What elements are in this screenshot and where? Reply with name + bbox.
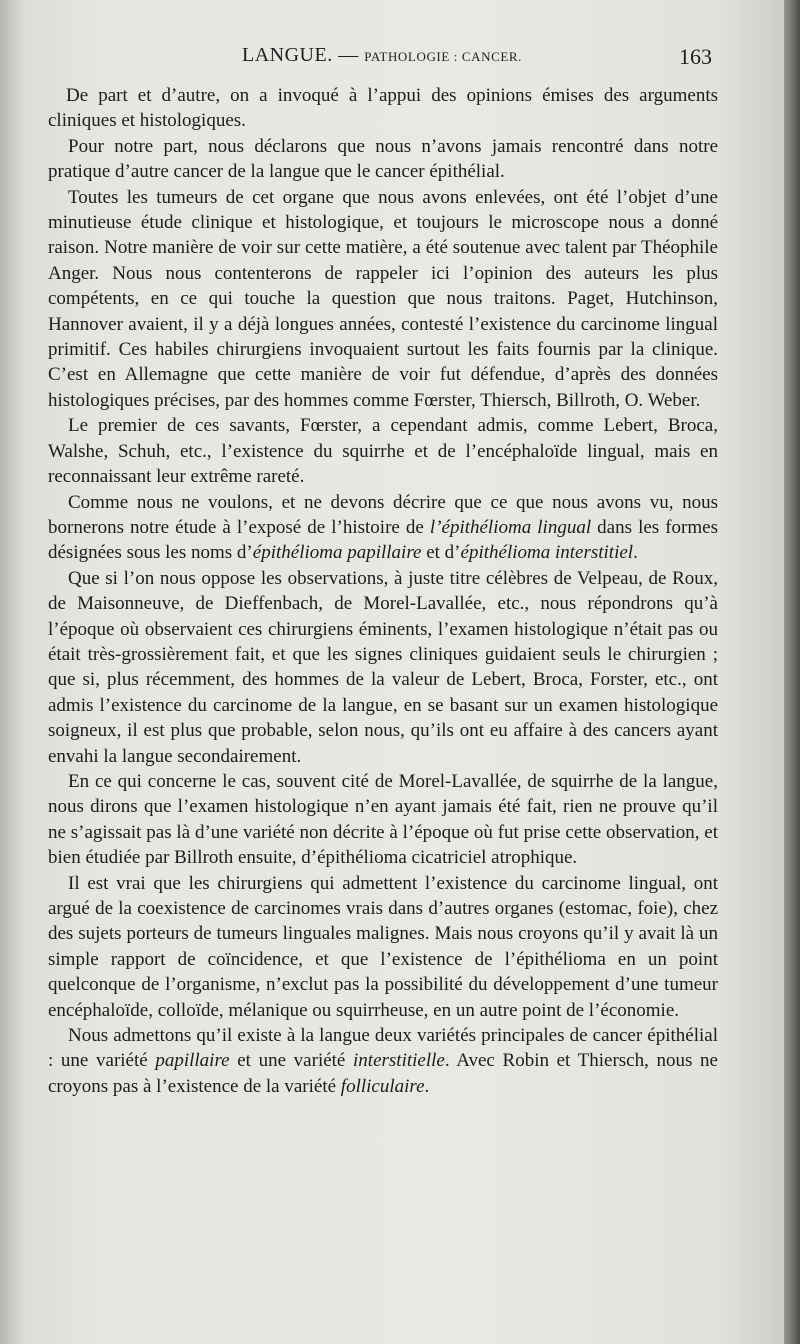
italic-term: interstitielle: [353, 1050, 445, 1072]
paragraph: Le premier de ces savants, Fœrster, a cependant admis, comme Lebert, Broca, Walshe, Schuh, etc., l’existence du squirrhe et de l’encéphaloïde lingual, mais en reconnaissant leur extrême rareté.: [48, 415, 718, 488]
text-run: et une variété: [229, 1050, 354, 1072]
running-head-main: LANGUE. —: [242, 44, 359, 66]
text-run: .: [633, 542, 638, 564]
text-run: Nous admettons qu’il existe à la langue deux variétés principales de cancer épithélial : une variété: [48, 1025, 718, 1072]
text-run: .: [424, 1075, 430, 1097]
page-number: 163: [679, 44, 712, 69]
italic-term: épithélioma papillaire: [252, 542, 422, 564]
book-binding-edge: [784, 0, 800, 1344]
italic-term: papillaire: [155, 1050, 230, 1072]
italic-term: l’épithélioma lingual: [429, 516, 592, 538]
paragraph: Que si l’on nous oppose les observations, à juste titre célèbres de Velpeau, de Roux, de Maisonneuve, de Dieffenbach, de Morel-Lavallée, etc., nous répondrons qu’à l’époque où observaient ces chirurgiens éminents, l’examen histologique n’était pas ou était très-grossièrement fait, et que les signes cliniques guidaient seuls le chirurgien ; que si, plus récemment, des hommes de la valeur de Lebert, Broca, Forster, etc., ont admis l’existence du carcinome de la langue, en se basant sur un examen histologique soigneux, il est plus que probable, selon nous, qu’ils ont eu affaire à des cancers ayant envahi la langue secondairement.: [48, 567, 718, 767]
paragraph: Il est vrai que les chirurgiens qui admettent l’existence du carcinome lingual, ont argué de la coexistence de carcinomes vrais dans d’autres organes (estomac, foie), chez des sujets porteurs de tumeurs linguales malignes. Mais nous croyons qu’il y avait là un simple rapport de coïncidence, et que l’existence de l’épithélioma en un point quelconque de l’organisme, n’exclut pas la possibilité du développement d’une tumeur encéphaloïde, colloïde, mélanique ou squirrheuse, en un autre point de l’économie.: [48, 872, 718, 1021]
body-text: [48, 83, 718, 1099]
paragraph: [48, 490, 718, 566]
paragraph: Toutes les tumeurs de cet organe que nous avons enlevées, ont été l’objet d’une minutieuse étude clinique et histologique, et toujours le microscope nous a donné raison. Notre manière de voir sur cette matière, a été soutenue avec talent par Théophile Anger. Nous nous contenterons de rappeler ici l’opinion des auteurs les plus compétents, en ce qui touche la question que nous traitons. Paget, Hutchinson, Hannover avaient, il y a déjà longues années, contesté l’existence du carcinome lingual primitif. Ces habiles chirurgiens invoquaient surtout les faits fournis par la clinique. C’est en Allemagne que cette manière de voir fut défendue, d’après des données histologiques précises, par des hommes comme Fœrster, Thiersch, Billroth, O. Weber.: [48, 186, 718, 411]
italic-term: épithélioma interstitiel: [460, 542, 634, 564]
italic-term: folliculaire: [340, 1075, 425, 1097]
paragraph: En ce qui concerne le cas, souvent cité de Morel-Lavallée, de squirrhe de la langue, nous dirons que l’examen histologique n’en ayant jamais été fait, rien ne prouve qu’il ne s’agissait pas là d’une variété non décrite à l’époque où fut prise cette observation, et bien étudiée par Billroth ensuite, d’épithélioma cicatriciel atrophique.: [48, 770, 718, 869]
text-run: dans les formes désignées sous les noms d’: [48, 516, 718, 564]
paragraph: [48, 1023, 718, 1099]
running-head-subtitle: PATHOLOGIE : CANCER.: [364, 49, 522, 64]
paragraph: De part et d’autre, on a invoqué à l’appui des opinions émises des arguments cliniques et histologiques.: [48, 85, 718, 132]
paragraph: Pour notre part, nous déclarons que nous n’avons jamais rencontré dans notre pratique d’autre cancer de la langue que le cancer épithélial.: [48, 135, 718, 183]
text-run: et d’: [421, 542, 461, 564]
text-run: Comme nous ne voulons, et ne devons décrire que ce que nous avons vu, nous bornerons notre étude à l’exposé de l’histoire de: [48, 491, 718, 538]
running-head: [48, 44, 716, 67]
page-header: [48, 44, 716, 74]
text-run: . Avec Robin et Thiersch, nous ne croyons pas à l’existence de la variété: [48, 1050, 718, 1097]
